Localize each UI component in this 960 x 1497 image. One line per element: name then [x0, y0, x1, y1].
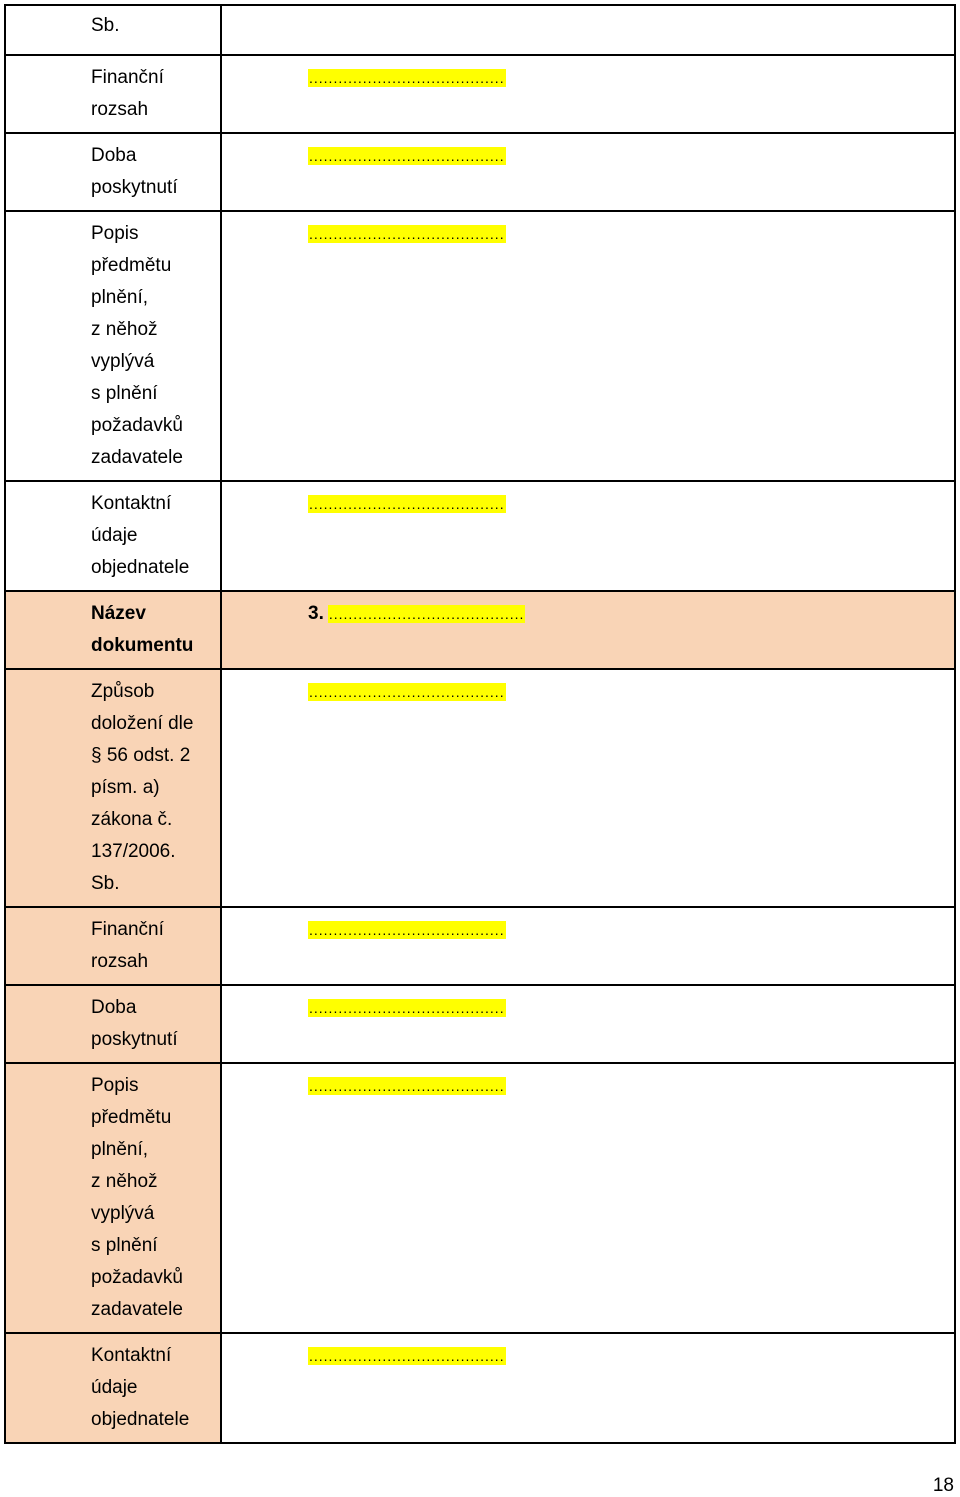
- table-row: [5, 1063, 955, 1333]
- value-cell: [221, 55, 955, 133]
- value-cell: [221, 1333, 955, 1443]
- label-cell: [5, 55, 221, 133]
- row-label: Způsob doložení dle § 56 odst. 2 písm. a) zákona č. 137/2006. Sb.: [91, 681, 194, 894]
- fill-in-field[interactable]: ........................................: [309, 496, 505, 512]
- label-cell: [5, 591, 221, 669]
- value-cell: [221, 5, 955, 55]
- document-name-field[interactable]: ........................................: [328, 606, 525, 622]
- table-row: [5, 481, 955, 591]
- label-cell: [5, 5, 221, 55]
- value-cell: [221, 985, 955, 1063]
- label-cell: [5, 985, 221, 1063]
- table-row: [5, 5, 955, 55]
- value-cell: [221, 133, 955, 211]
- fill-in-field[interactable]: ........................................: [309, 922, 505, 938]
- table-row: [5, 55, 955, 133]
- document-name-label: Název dokumentu: [91, 603, 194, 656]
- fill-in-field[interactable]: ........................................: [309, 148, 505, 164]
- page-number: 18: [932, 1475, 954, 1496]
- label-cell: [5, 669, 221, 907]
- table-row: [5, 133, 955, 211]
- row-label: Finanční rozsah: [91, 67, 164, 120]
- value-cell: [221, 669, 955, 907]
- fill-in-field[interactable]: ........................................: [309, 226, 505, 242]
- label-cell: [5, 1333, 221, 1443]
- label-cell: [5, 1063, 221, 1333]
- row-label: Kontaktní údaje objednatele: [91, 1345, 190, 1430]
- row-label: Finanční rozsah: [91, 919, 164, 972]
- fill-in-field[interactable]: ........................................: [309, 1078, 505, 1094]
- row-label: Popis předmětu plnění, z něhož vyplývá s plnění požadavků zadavatele: [91, 223, 183, 468]
- label-cell: [5, 907, 221, 985]
- fill-in-field[interactable]: ........................................: [309, 1000, 505, 1016]
- table-row: [5, 1333, 955, 1443]
- reference-table: [4, 4, 956, 1444]
- fill-in-field[interactable]: ........................................: [309, 684, 505, 700]
- table-row: [5, 211, 955, 481]
- table-row: [5, 907, 955, 985]
- table-row: [5, 985, 955, 1063]
- label-cell: [5, 211, 221, 481]
- fill-in-field[interactable]: ........................................: [309, 1348, 505, 1364]
- table-row: [5, 669, 955, 907]
- row-label: Kontaktní údaje objednatele: [91, 493, 190, 578]
- fill-in-field[interactable]: ........................................: [309, 70, 505, 86]
- row-label: Doba poskytnutí: [91, 997, 178, 1050]
- row-label: Sb.: [91, 15, 120, 36]
- label-cell: [5, 481, 221, 591]
- section-header-row: [5, 591, 955, 669]
- row-label: Doba poskytnutí: [91, 145, 178, 198]
- value-cell: [221, 211, 955, 481]
- value-cell: [221, 591, 955, 669]
- section-number: 3.: [308, 603, 324, 624]
- label-cell: [5, 133, 221, 211]
- row-label: Popis předmětu plnění, z něhož vyplývá s plnění požadavků zadavatele: [91, 1075, 183, 1320]
- value-cell: [221, 1063, 955, 1333]
- value-cell: [221, 481, 955, 591]
- value-cell: [221, 907, 955, 985]
